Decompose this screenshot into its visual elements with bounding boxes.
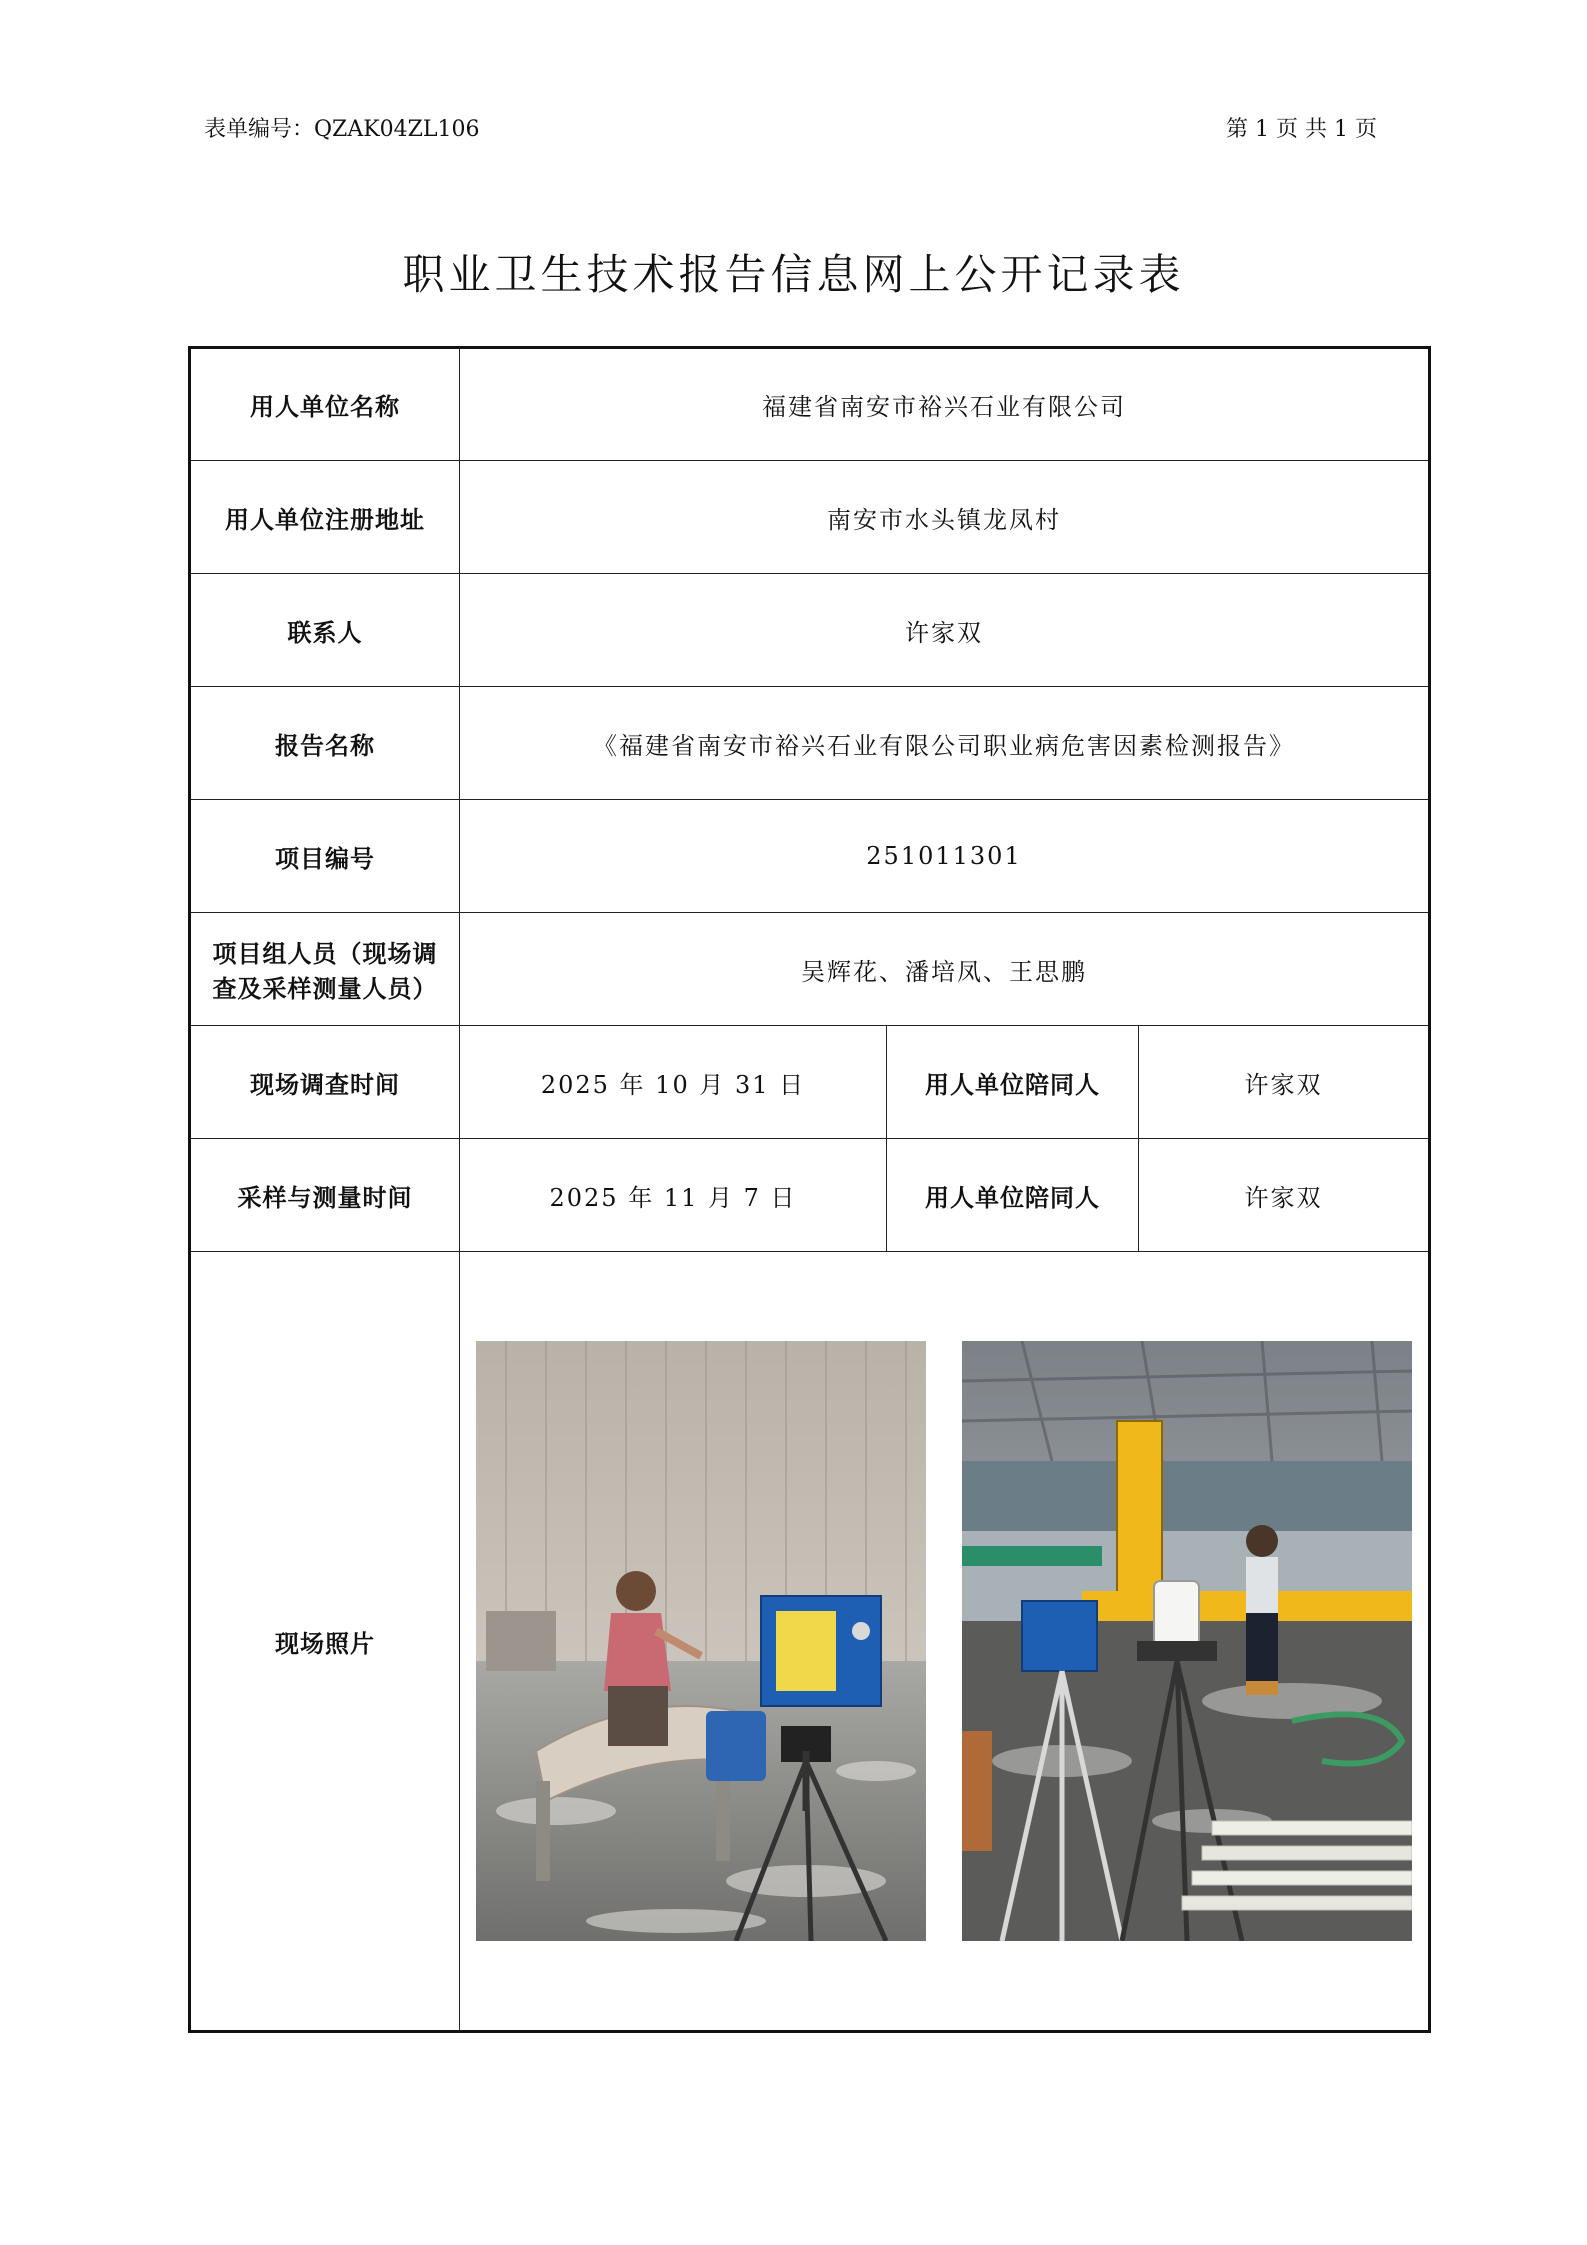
row-photos: [190, 1252, 1430, 2032]
record-table: [188, 346, 1431, 2033]
employer-name-value: 福建省南安市裕兴石业有限公司: [460, 348, 1430, 461]
sampling-accompany-value: 许家双: [1139, 1139, 1430, 1252]
photo-gallery: [472, 1341, 1416, 1941]
form-number: 表单编号：QZAK04ZL106: [204, 117, 480, 142]
survey-time-label: 现场调查时间: [190, 1026, 460, 1139]
document-title: 职业卫生技术报告信息网上公开记录表: [402, 250, 1185, 299]
row-team: [190, 913, 1430, 1026]
row-project-no: [190, 800, 1430, 913]
row-report-name: [190, 687, 1430, 800]
site-photo-worker: [476, 1341, 926, 1941]
address-value: 南安市水头镇龙凤村: [460, 461, 1430, 574]
contact-label: 联系人: [190, 574, 460, 687]
team-label: [190, 913, 460, 1026]
photos-cell: [460, 1252, 1430, 2032]
team-label-line1: 项目组人员（现场调: [212, 939, 438, 968]
sampling-time-value: 2025 年 11 月 7 日: [460, 1139, 887, 1252]
report-name-label: 报告名称: [190, 687, 460, 800]
row-sampling-time: [190, 1139, 1430, 1252]
address-label: 用人单位注册地址: [190, 461, 460, 574]
row-survey-time: [190, 1026, 1430, 1139]
contact-value: 许家双: [460, 574, 1430, 687]
team-value: 吴辉花、潘培凤、王思鹏: [460, 913, 1430, 1026]
employer-name-label: 用人单位名称: [190, 348, 460, 461]
team-label-line2: 查及采样测量人员）: [212, 974, 438, 1003]
survey-accompany-value: 许家双: [1139, 1026, 1430, 1139]
row-contact: [190, 574, 1430, 687]
report-name-value: 《福建省南安市裕兴石业有限公司职业病危害因素检测报告》: [460, 687, 1430, 800]
row-address: [190, 461, 1430, 574]
page-info: 第 1 页 共 1 页: [1226, 117, 1377, 142]
project-no-label: 项目编号: [190, 800, 460, 913]
photos-label: 现场照片: [190, 1252, 460, 2032]
survey-accompany-label: 用人单位陪同人: [887, 1026, 1139, 1139]
survey-time-value: 2025 年 10 月 31 日: [460, 1026, 887, 1139]
project-no-value: 251011301: [460, 800, 1430, 913]
sampling-accompany-label: 用人单位陪同人: [887, 1139, 1139, 1252]
site-photo-factory: [962, 1341, 1412, 1941]
row-employer-name: [190, 348, 1430, 461]
sampling-time-label: 采样与测量时间: [190, 1139, 460, 1252]
